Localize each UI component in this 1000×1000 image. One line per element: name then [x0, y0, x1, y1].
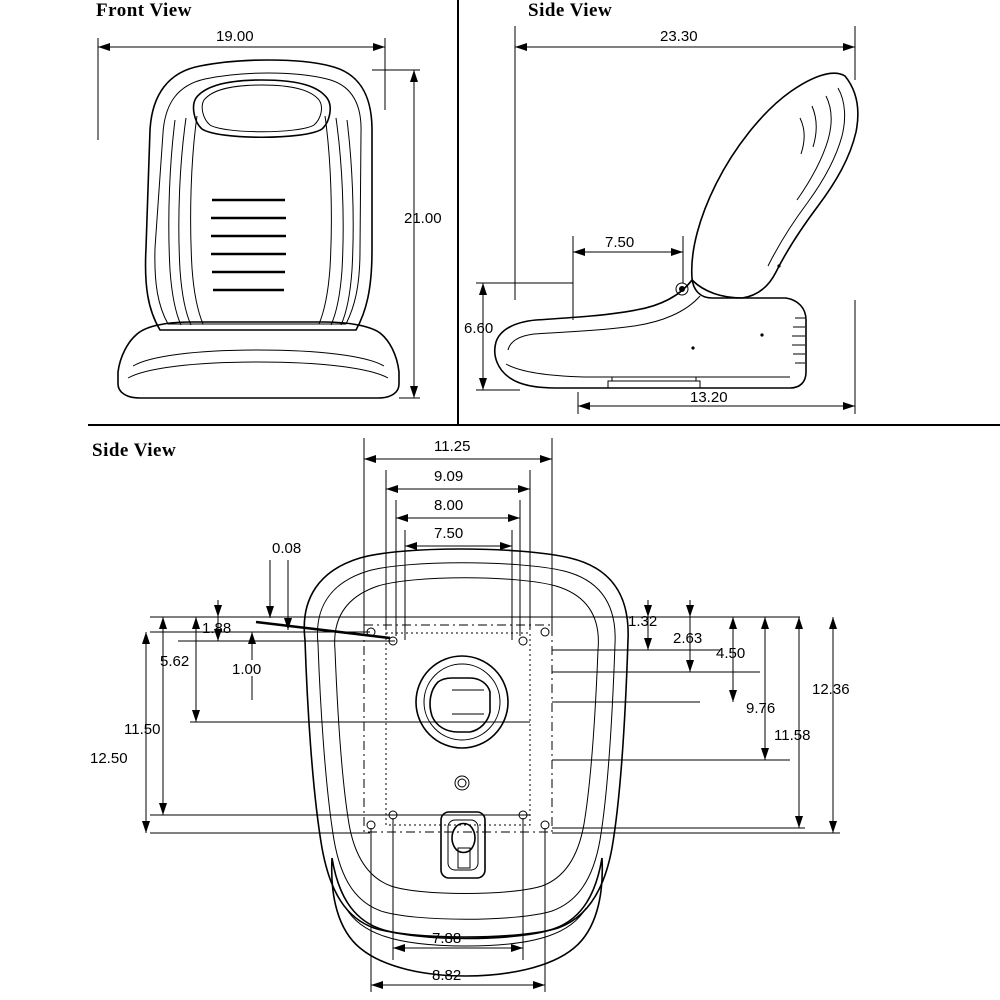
dim-front-height: 21.00 — [404, 210, 442, 227]
dim-plan-top-width-3: 8.00 — [434, 497, 464, 514]
dim-side-base-length: 13.20 — [690, 389, 728, 406]
dim-plan-left-4: 11.50 — [124, 721, 161, 738]
front-view-title: Front View — [96, 0, 192, 21]
dim-plan-top-width-1: 11.25 — [434, 438, 471, 455]
dim-side-pivot-offset: 7.50 — [605, 234, 635, 251]
dim-plan-right-3: 4.50 — [716, 645, 746, 662]
dim-plan-right-5: 11.58 — [774, 727, 811, 744]
dim-plan-offset-small: 0.08 — [272, 540, 302, 557]
side-view-top-title: Side View — [528, 0, 613, 21]
dim-plan-right-2: 2.63 — [673, 630, 703, 647]
dim-side-seat-height: 6.60 — [464, 320, 494, 337]
dim-plan-left-3: 1.00 — [232, 661, 262, 678]
dim-plan-right-4: 9.76 — [746, 700, 776, 717]
dim-plan-right-1: 1.32 — [628, 613, 658, 630]
dim-plan-left-5: 12.50 — [90, 750, 128, 767]
dim-plan-right-6: 12.36 — [812, 681, 850, 698]
dim-plan-top-width-2: 9.09 — [434, 468, 464, 485]
side-view-bottom-title: Side View — [92, 440, 177, 461]
dim-side-overall-length: 23.30 — [660, 28, 698, 45]
dim-plan-left-2: 5.62 — [160, 653, 190, 670]
dim-plan-bottom-width-1: 7.88 — [432, 930, 462, 947]
dim-front-width: 19.00 — [216, 28, 254, 45]
dim-plan-top-width-4: 7.50 — [434, 525, 464, 542]
dim-plan-left-1: 1.88 — [202, 620, 232, 637]
dim-plan-bottom-width-2: 8.82 — [432, 967, 462, 984]
